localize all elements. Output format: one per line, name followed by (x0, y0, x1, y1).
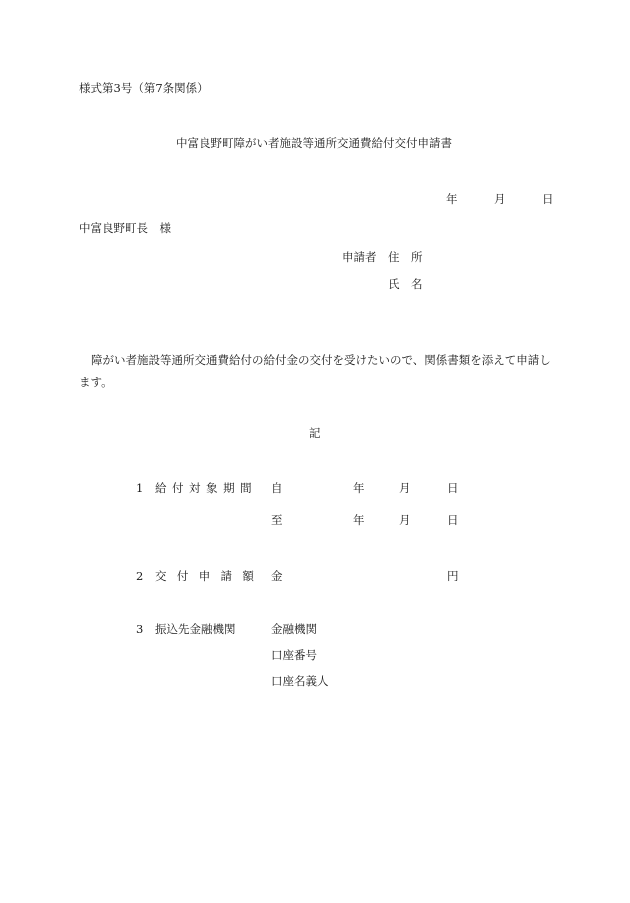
body-paragraph: 障がい者施設等通所交通費給付の給付金の交付を受けたいので、関係書類を添えて申請します。 (79, 353, 551, 389)
period-to-year: 年 (353, 513, 365, 527)
period-from-year: 年 (353, 481, 365, 495)
amount-prefix: 金 (271, 569, 283, 583)
item-label: 給付対象期間 (155, 481, 258, 495)
period-from-label: 自 (271, 481, 283, 495)
item-number: 1 (136, 481, 144, 495)
applicant-label: 申請者 (342, 250, 377, 264)
period-to-month: 月 (399, 513, 411, 527)
date-year-label: 年 (446, 192, 458, 206)
item-number: 2 (136, 569, 144, 583)
amount-unit: 円 (447, 569, 459, 583)
period-to-day: 日 (447, 513, 459, 527)
account-number-label: 口座番号 (271, 648, 317, 662)
name-label: 氏 名 (388, 277, 423, 291)
account-holder-label: 口座名義人 (271, 674, 329, 688)
address-label: 住 所 (388, 250, 423, 264)
period-from-day: 日 (447, 481, 459, 495)
note-heading: 記 (309, 426, 321, 440)
period-from-month: 月 (399, 481, 411, 495)
bank-name-label: 金融機関 (271, 622, 317, 636)
document-title: 中富良野町障がい者施設等通所交通費給付交付申請書 (176, 136, 452, 150)
addressee: 中富良野町長 様 (79, 221, 171, 235)
date-month-label: 月 (494, 192, 506, 206)
item-number: 3 (136, 622, 144, 636)
item-label: 交付申請額 (155, 569, 265, 583)
form-number: 様式第3号（第7条関係） (79, 81, 209, 95)
item-label: 振込先金融機関 (155, 622, 236, 636)
period-to-label: 至 (271, 513, 283, 527)
date-day-label: 日 (542, 192, 554, 206)
